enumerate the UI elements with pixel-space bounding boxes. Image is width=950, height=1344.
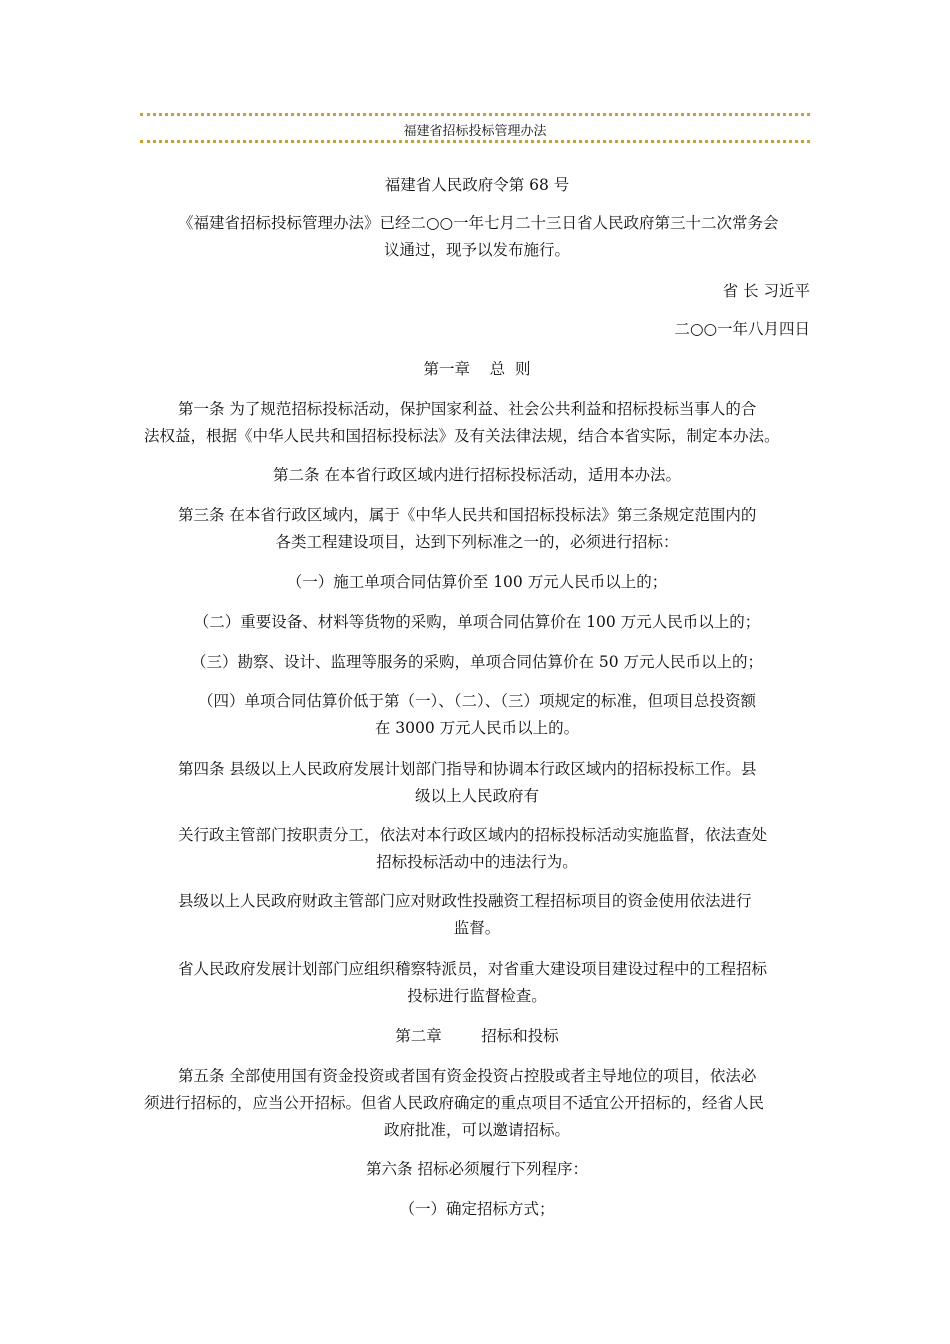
article-3-line-2: 各类工程建设项目，达到下列标准之一的，必须进行招标： <box>275 533 679 551</box>
article-4-para-2-line-2: 招标投标活动中的违法行为。 <box>376 853 578 871</box>
article-6: 第六条 招标必须履行下列程序： <box>366 1160 588 1178</box>
article-5-line-2: 须进行招标的，应当公开招标。但省人民政府确定的重点项目不适宜公开招标的，经省人民 <box>144 1094 765 1112</box>
header-bottom-rule <box>140 140 810 143</box>
article-3-line-1: 第三条 在本省行政区域内，属于《中华人民共和国招标投标法》第三条规定范围内的 <box>178 506 757 524</box>
article-4-para-2-line-1: 关行政主管部门按职责分工，依法对本行政区域内的招标投标活动实施监督，依法查处 <box>178 826 768 844</box>
chapter-1-heading: 第一章 总 则 <box>423 360 531 378</box>
signature-governor: 省 长 习近平 <box>722 282 810 300</box>
article-3-item-1: （一）施工单项合同估算价至 100 万元人民币以上的； <box>286 573 668 591</box>
preamble-line-1: 《福建省招标投标管理办法》已经二○○一年七月二十三日省人民政府第三十二次常务会 <box>178 214 779 232</box>
article-4-line-1: 第四条 县级以上人民政府发展计划部门指导和协调本行政区域内的招标投标工作。县 <box>178 760 757 778</box>
article-3-item-2: （二）重要设备、材料等货物的采购，单项合同估算价在 100 万元人民币以上的； <box>193 613 761 631</box>
signature-date: 二○○一年八月四日 <box>674 320 810 338</box>
article-4-para-4-line-1: 省人民政府发展计划部门应组织稽察特派员，对省重大建设项目建设过程中的工程招标 <box>178 960 768 978</box>
article-3-item-4-line-1: （四）单项合同估算价低于第（一）、（二）、（三）项规定的标准，但项目总投资额 <box>197 692 756 710</box>
article-2: 第二条 在本省行政区域内进行招标投标活动，适用本办法。 <box>273 466 681 484</box>
article-1-line-1: 第一条 为了规范招标投标活动，保护国家利益、社会公共利益和招标投标当事人的合 <box>178 400 757 418</box>
article-3-item-4-line-2: 在 3000 万元人民币以上的。 <box>374 719 580 737</box>
document-title: 福建省招标投标管理办法 <box>403 124 547 139</box>
article-1-line-2: 法权益，根据《中华人民共和国招标投标法》及有关法律法规，结合本省实际，制定本办法。 <box>144 427 780 445</box>
article-3-item-3: （三）勘察、设计、监理等服务的采购，单项合同估算价在 50 万元人民币以上的； <box>190 653 764 671</box>
article-5-line-3: 政府批准，可以邀请招标。 <box>383 1121 570 1139</box>
preamble-line-2: 议通过，现予以发布施行。 <box>383 241 570 259</box>
order-number: 福建省人民政府令第 68 号 <box>384 176 570 194</box>
article-6-item-1: （一）确定招标方式； <box>399 1200 555 1218</box>
article-5-line-1: 第五条 全部使用国有资金投资或者国有资金投资占控股或者主导地位的项目，依法必 <box>178 1067 757 1085</box>
article-4-para-3-line-2: 监督。 <box>453 919 501 937</box>
article-4-line-2: 级以上人民政府有 <box>414 787 539 805</box>
article-4-para-3-line-1: 县级以上人民政府财政主管部门应对财政性投融资工程招标项目的资金使用依法进行 <box>178 892 752 910</box>
chapter-2-heading: 第二章 招标和投标 <box>395 1027 559 1045</box>
header-top-rule <box>140 113 810 116</box>
article-4-para-4-line-2: 投标进行监督检查。 <box>407 987 547 1005</box>
